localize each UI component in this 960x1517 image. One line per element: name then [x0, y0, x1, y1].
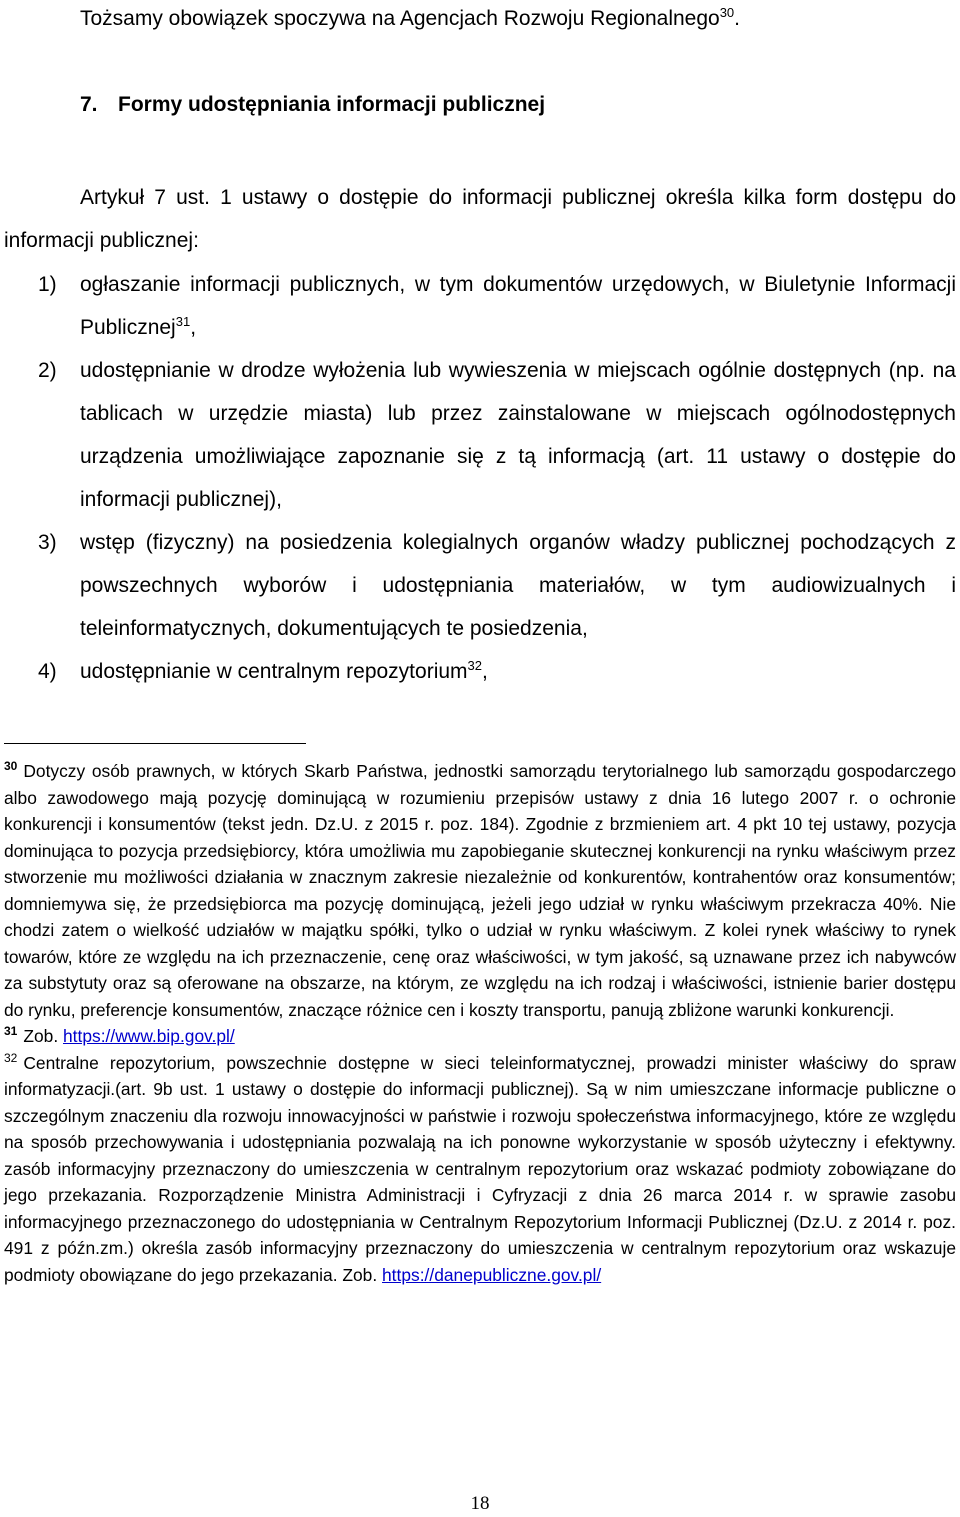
list-marker: 3) — [38, 531, 57, 554]
list-item — [38, 349, 956, 521]
footnote-ref-30[interactable]: 30 — [719, 5, 735, 20]
list-item — [38, 650, 956, 693]
footnote-ref-32[interactable]: 32 — [467, 658, 482, 673]
footnote-ref-31[interactable]: 31 — [175, 314, 191, 329]
bip-link[interactable]: https://www.bip.gov.pl/ — [63, 1026, 235, 1046]
footnote-separator — [4, 743, 306, 744]
footnote-31 — [4, 1023, 956, 1050]
footnote-marker: 30 — [4, 759, 18, 773]
list-item — [38, 521, 956, 650]
list-item-text: ogłaszanie informacji publicznych, w tym dokumentów urzędowych, w Biuletynie Informacji Publicznej — [80, 273, 956, 339]
footnote-30 — [4, 758, 956, 1023]
danepubliczne-link[interactable]: https://danepubliczne.gov.pl/ — [382, 1264, 602, 1285]
intro-line-tail: . — [734, 7, 741, 30]
list-item-text: udostępnianie w drodze wyłożenia lub wywieszenia w miejscach ogólnie dostępnych (np. na tablicach w urzędzie miasta) lub przez zainstalowane w miejscach ogólnodostępnych urządzenia umożliwiające zapoznanie się z tą informacją (art. 11 ustawy o dostępie do informacji publicznej), — [80, 359, 956, 511]
footnote-32 — [4, 1050, 956, 1289]
footnote-marker: 32 — [4, 1050, 18, 1065]
list-item — [38, 263, 956, 349]
intro-line-text: Tożsamy obowiązek spoczywa na Agencjach Rozwoju Regionalnego — [80, 7, 720, 30]
list-marker: 1) — [38, 273, 57, 296]
list-item-tail: , — [482, 660, 488, 683]
intro-line — [80, 4, 740, 34]
list-item-text: udostępnianie w centralnym repozytorium — [80, 660, 468, 683]
footnote-link-prefix: Zob. — [23, 1026, 63, 1046]
footnote-marker: 31 — [4, 1024, 18, 1038]
list-item-text: wstęp (fizyczny) na posiedzenia kolegialnych organów władzy publicznej pochodzących z powszechnych wyborów i udostępniania materiałów, w tym audiowizualnych i teleinformatycznych, dokumentujących te posiedzenia, — [80, 531, 956, 640]
section-title: Formy udostępniania informacji publicznej — [118, 93, 546, 116]
footnote-text: Centralne repozytorium, powszechnie dostępne w sieci teleinformatycznej, prowadzi minister właściwy do spraw informatyzacji.(art. 9b ust. 1 ustawy o dostępie do informacji publicznej). Są w nim umieszczane informacje publiczne o szczególnym znaczeniu dla rozwoju innowacyjności w państwie i rozwoju społeczeństwa informacyjnego, które ze względu na sposób przechowywania i udostępniania pozwalają na ich ponowne wykorzystanie w sposób użyteczny i efektywny. zasób informacyjny przeznaczony do umieszczenia w centralnym repozytorium oraz wskazać podmioty zobowiązane do jego przekazania. Rozporządzenie Ministra Administracji i Cyfryzacji z dnia 26 marca 2014 r. w sprawie zasobu informacyjnego przeznaczonego do udostępniania w Centralnym Repozytorium Informacji Publicznej (Dz.U. z 2014 r. poz. 491 z późn.zm.) określa zasób informacyjny przeznaczony do umieszczenia w centralnym repozytorium oraz wskazuje podmioty obowiązane do jego przekazania. — [4, 1052, 956, 1285]
list-marker: 2) — [38, 359, 57, 382]
footnotes — [4, 758, 956, 1288]
page-number: 18 — [470, 1493, 490, 1514]
intro-paragraph: Artykuł 7 ust. 1 ustawy o dostępie do informacji publicznej określa kilka form dostępu do informacji publicznej: — [4, 186, 956, 252]
footnote-link-prefix: Zob. — [337, 1264, 383, 1285]
forms-list — [38, 263, 956, 693]
list-marker: 4) — [38, 660, 57, 683]
footnote-text: Dotyczy osób prawnych, w których Skarb Państwa, jednostki samorządu terytorialnego lub samorządu gospodarczego albo zawodowego mają pozycję dominującą w rozumieniu przepisów ustawy z dnia 16 lutego 2007 r. o ochronie konkurencji i konsumentów (tekst jedn. Dz.U. z 2015 r. poz. 184). Zgodnie z brzmieniem art. 4 pkt 10 tej ustawy, pozycja dominująca to pozycja przedsiębiorcy, która umożliwia mu zapobieganie skutecznej konkurencji na rynku właściwym przez stworzenie mu możliwości działania w znacznym zakresie niezależnie od konkurentów, kontrahentów oraz konsumentów; domniemywa się, że przedsiębiorca ma pozycję dominującą, jeżeli jego udział w rynku właściwym przekracza 40%. Nie chodzi zatem o wielkość udziałów w majątku spółki, tylko o udział w rynku właściwym. Z kolei rynek właściwy to rynek towarów, które ze względu na ich przeznaczenie, cenę oraz właściwości, w tym jakość, są uznawane przez ich nabywców za substytuty oraz są oferowane na obszarze, na którym, ze względu na ich rodzaj i właściwości, istnienie barier dostępu do rynku, preferencje konsumentów, znaczące różnice cen i koszty transportu, panują zbliżone warunki konkurencji. — [4, 761, 956, 1020]
section-heading — [80, 90, 545, 120]
list-item-tail: , — [190, 316, 197, 339]
section-number: 7. — [80, 93, 98, 116]
